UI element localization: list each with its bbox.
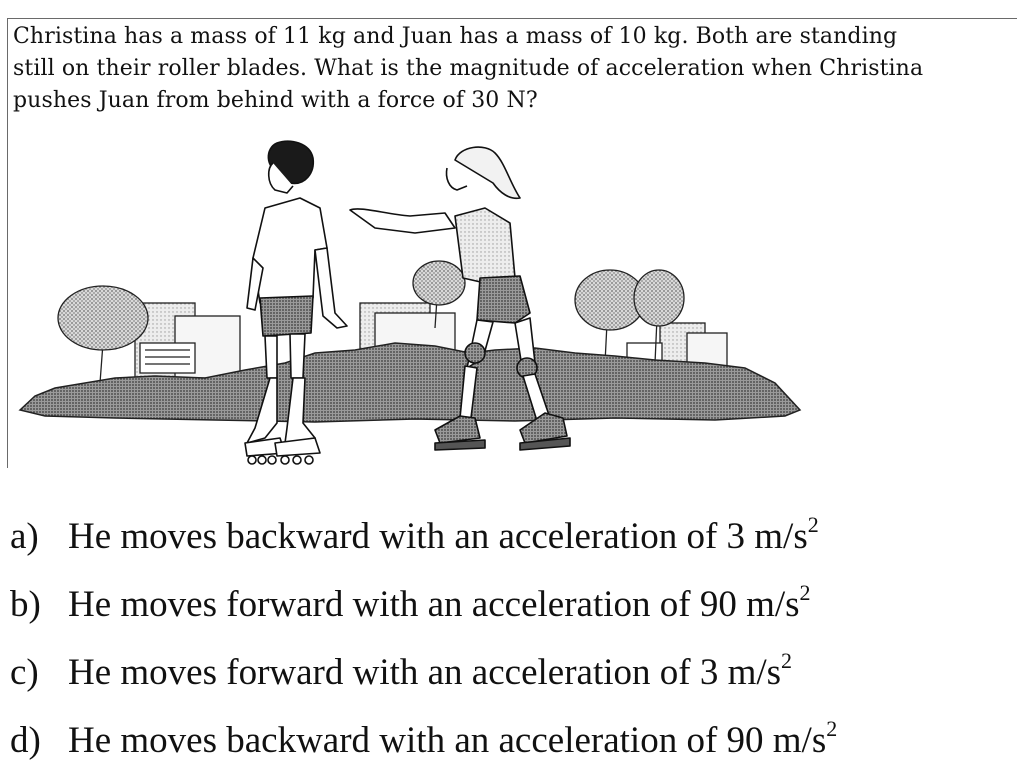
question-line: Christina has a mass of 11 kg and Juan has a mass of 10 kg. Both are standing — [13, 24, 898, 49]
option-c[interactable] — [10, 648, 792, 698]
option-letter: d) — [10, 720, 41, 761]
option-text: He moves forward with an acceleration of 90 m/s — [68, 584, 800, 625]
question-line: still on their roller blades. What is the magnitude of acceleration when Christina — [13, 56, 924, 81]
option-b[interactable] — [10, 580, 811, 630]
roller-bladers-illustration — [15, 138, 805, 470]
option-exponent: 2 — [799, 580, 811, 605]
option-text: He moves backward with an acceleration of 90 m/s — [68, 720, 827, 761]
option-text: He moves forward with an acceleration of 3 m/s — [68, 652, 782, 693]
option-a[interactable] — [10, 512, 819, 562]
question-text — [13, 21, 1013, 117]
option-letter: b) — [10, 584, 41, 625]
option-exponent: 2 — [781, 648, 793, 673]
question-line: pushes Juan from behind with a force of 30 N? — [13, 88, 538, 113]
option-exponent: 2 — [826, 716, 838, 741]
option-d[interactable] — [10, 716, 837, 766]
option-text: He moves backward with an acceleration of 3 m/s — [68, 516, 808, 557]
option-letter: c) — [10, 652, 39, 693]
option-letter: a) — [10, 516, 39, 557]
option-exponent: 2 — [807, 512, 819, 537]
